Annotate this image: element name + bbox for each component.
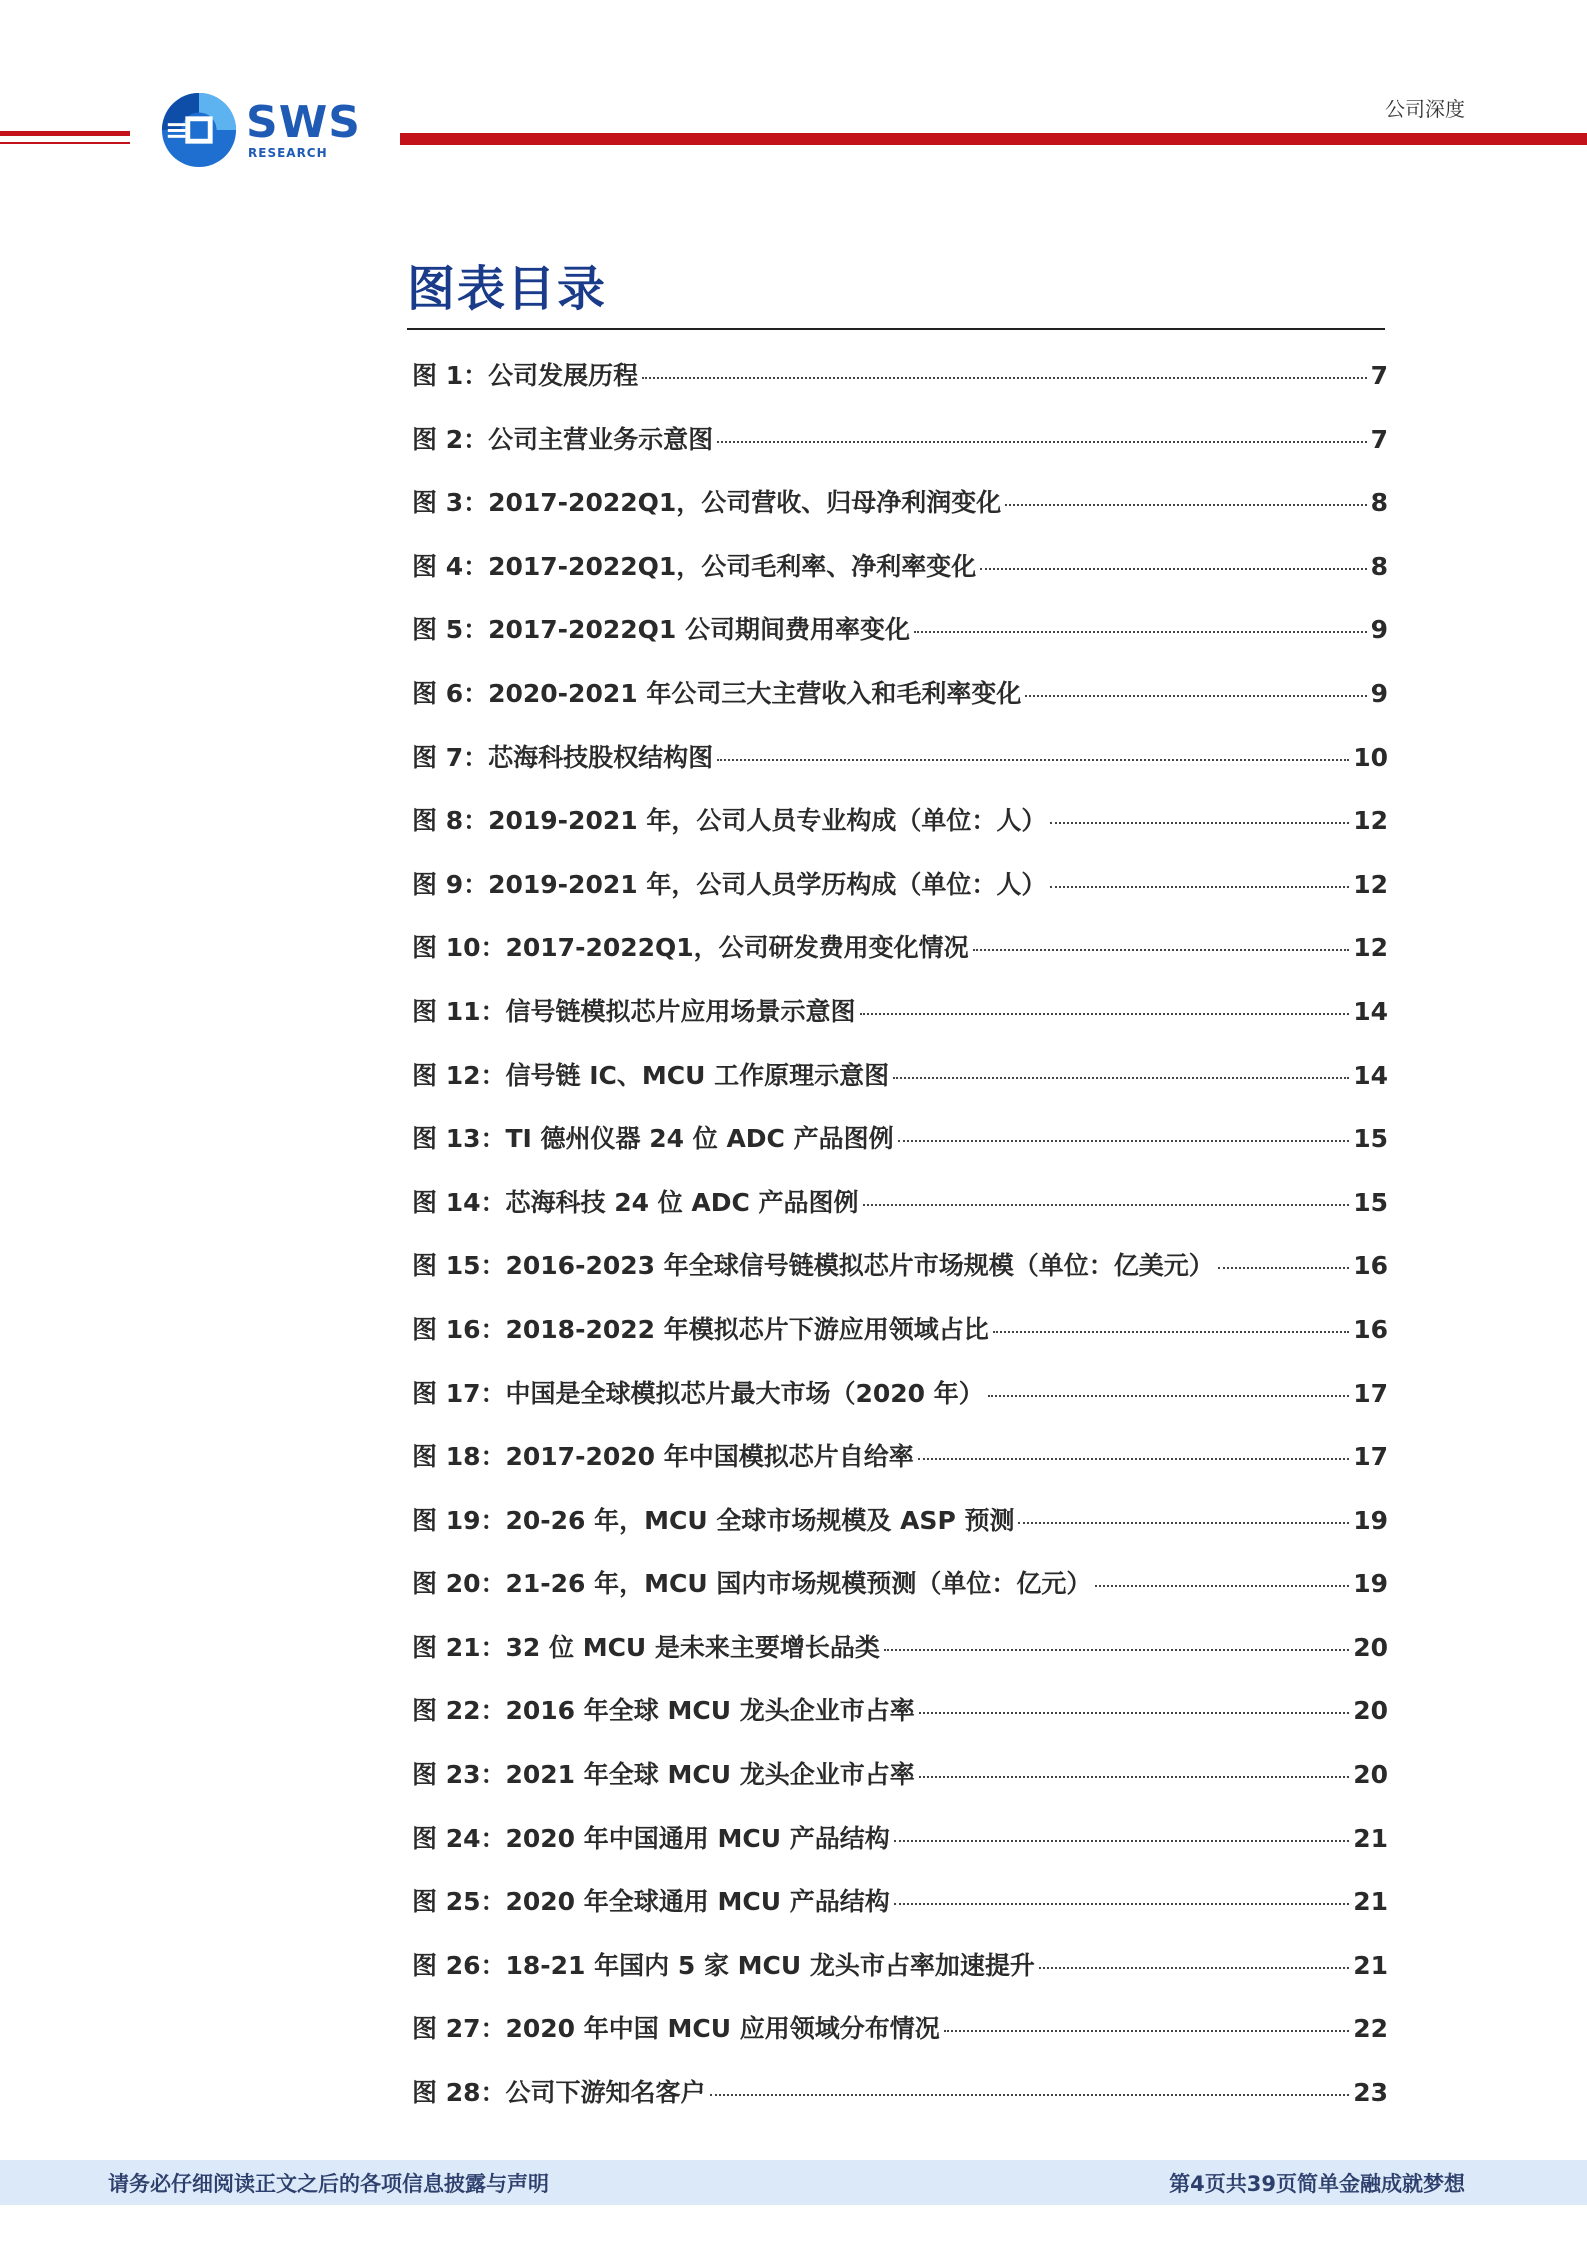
- toc-dot-leader: [642, 377, 1366, 379]
- toc-entry-label: 图 7：芯海科技股权结构图: [412, 742, 714, 772]
- toc-entry[interactable]: [412, 547, 1388, 611]
- title-underline: [407, 328, 1385, 330]
- toc-entry-page-number: 12: [1353, 806, 1388, 836]
- toc-entry-label: 图 8：2019-2021 年，公司人员专业构成（单位：人）: [412, 806, 1047, 836]
- sws-logo: [160, 85, 400, 175]
- toc-entry[interactable]: [412, 1119, 1388, 1183]
- toc-dot-leader: [973, 949, 1350, 951]
- toc-dot-leader: [884, 1649, 1349, 1651]
- toc-entry-page-number: 9: [1370, 615, 1388, 645]
- toc-entry-label: 图 21：32 位 MCU 是未来主要增长品类: [412, 1632, 880, 1662]
- toc-entry-page-number: 12: [1353, 933, 1388, 963]
- toc-entry-page-number: 8: [1370, 488, 1388, 518]
- toc-entry-page-number: 19: [1353, 1569, 1388, 1599]
- toc-dot-leader: [717, 759, 1349, 761]
- toc-entry[interactable]: [412, 674, 1388, 738]
- toc-dot-leader: [1039, 1967, 1349, 1969]
- toc-dot-leader: [898, 1140, 1350, 1142]
- toc-entry-label: 图 2：公司主营业务示意图: [412, 424, 714, 454]
- toc-dot-leader: [1050, 886, 1349, 888]
- toc-entry[interactable]: [412, 1882, 1388, 1946]
- toc-dot-leader: [717, 441, 1366, 443]
- toc-entry-label: 图 28：公司下游知名客户: [412, 2078, 706, 2108]
- toc-dot-leader: [1050, 822, 1349, 824]
- toc-entry-page-number: 15: [1353, 1187, 1388, 1217]
- toc-entry-page-number: 20: [1353, 1760, 1388, 1790]
- toc-entry[interactable]: [412, 738, 1388, 802]
- toc-entry[interactable]: [412, 2073, 1388, 2137]
- logo-subtext: RESEARCH: [248, 146, 328, 160]
- toc-dot-leader: [860, 1013, 1350, 1015]
- toc-entry-label: 图 25：2020 年全球通用 MCU 产品结构: [412, 1887, 890, 1917]
- footer-disclaimer: 请务必仔细阅读正文之后的各项信息披露与声明: [108, 2172, 549, 2196]
- toc-entry[interactable]: [412, 1374, 1388, 1438]
- toc-entry-page-number: 21: [1353, 1823, 1388, 1853]
- toc-entry-label: 图 15：2016-2023 年全球信号链模拟芯片市场规模（单位：亿美元）: [412, 1251, 1214, 1281]
- toc-entry-page-number: 21: [1353, 1887, 1388, 1917]
- toc-entry-page-number: 7: [1370, 361, 1388, 390]
- toc-dot-leader: [914, 631, 1367, 633]
- toc-entry-label: 图 24：2020 年中国通用 MCU 产品结构: [412, 1823, 890, 1853]
- toc-dot-leader: [918, 1458, 1349, 1460]
- footer-page-info: 第4页共39页简单金融成就梦想: [1169, 2172, 1465, 2196]
- toc-entry-label: 图 12：信号链 IC、MCU 工作原理示意图: [412, 1060, 890, 1090]
- toc-entry-label: 图 3：2017-2022Q1，公司营收、归母净利润变化: [412, 488, 1002, 518]
- toc-entry[interactable]: [412, 1819, 1388, 1883]
- toc-entry[interactable]: [412, 1628, 1388, 1692]
- toc-entry[interactable]: [412, 483, 1388, 547]
- toc-entry-label: 图 10：2017-2022Q1，公司研发费用变化情况: [412, 933, 969, 963]
- sws-logo-icon: [160, 91, 238, 169]
- toc-entry-label: 图 19：20-26 年，MCU 全球市场规模及 ASP 预测: [412, 1505, 1015, 1535]
- toc-entry-label: 图 27：2020 年中国 MCU 应用领域分布情况: [412, 2014, 940, 2044]
- toc-dot-leader: [710, 2094, 1350, 2096]
- toc-entry-label: 图 18：2017-2020 年中国模拟芯片自给率: [412, 1442, 914, 1472]
- toc-dot-leader: [988, 1395, 1349, 1397]
- toc-entry[interactable]: [412, 1564, 1388, 1628]
- toc-entry[interactable]: [412, 356, 1388, 420]
- toc-dot-leader: [1005, 504, 1366, 506]
- toc-entry-page-number: 14: [1353, 996, 1388, 1026]
- toc-dot-leader: [993, 1331, 1349, 1333]
- toc-dot-leader: [919, 1712, 1349, 1714]
- toc-entry-label: 图 9：2019-2021 年，公司人员学历构成（单位：人）: [412, 869, 1047, 899]
- toc-entry-label: 图 17：中国是全球模拟芯片最大市场（2020 年）: [412, 1378, 984, 1408]
- toc-entry[interactable]: [412, 610, 1388, 674]
- figure-table-of-contents: [412, 356, 1388, 2137]
- logo-wordmark: SWS: [246, 97, 361, 148]
- toc-entry[interactable]: [412, 1755, 1388, 1819]
- toc-entry-page-number: 20: [1353, 1696, 1388, 1726]
- toc-entry[interactable]: [412, 1946, 1388, 2010]
- toc-title: 图表目录: [407, 261, 608, 317]
- toc-dot-leader: [1025, 695, 1366, 697]
- toc-entry[interactable]: [412, 1691, 1388, 1755]
- toc-dot-leader: [980, 568, 1366, 570]
- toc-entry-page-number: 19: [1353, 1505, 1388, 1535]
- toc-entry-label: 图 5：2017-2022Q1 公司期间费用率变化: [412, 615, 910, 645]
- toc-entry-label: 图 14：芯海科技 24 位 ADC 产品图例: [412, 1187, 859, 1217]
- toc-entry-page-number: 8: [1370, 551, 1388, 581]
- toc-entry-page-number: 21: [1353, 1950, 1388, 1980]
- toc-dot-leader: [919, 1776, 1349, 1778]
- toc-entry-label: 图 20：21-26 年，MCU 国内市场规模预测（单位：亿元）: [412, 1569, 1092, 1599]
- toc-entry-label: 图 11：信号链模拟芯片应用场景示意图: [412, 996, 856, 1026]
- toc-entry-label: 图 4：2017-2022Q1，公司毛利率、净利率变化: [412, 551, 977, 581]
- toc-entry-page-number: 12: [1353, 869, 1388, 899]
- toc-entry[interactable]: [412, 928, 1388, 992]
- toc-entry-page-number: 16: [1353, 1314, 1388, 1344]
- toc-entry-page-number: 16: [1353, 1251, 1388, 1281]
- toc-entry-page-number: 15: [1353, 1124, 1388, 1154]
- toc-dot-leader: [944, 2030, 1349, 2032]
- toc-entry-page-number: 17: [1353, 1442, 1388, 1472]
- toc-entry[interactable]: [412, 420, 1388, 484]
- logo-text-group: [246, 97, 361, 160]
- toc-entry[interactable]: [412, 865, 1388, 929]
- toc-dot-leader: [863, 1204, 1350, 1206]
- toc-entry-label: 图 16：2018-2022 年模拟芯片下游应用领域占比: [412, 1314, 989, 1344]
- header-rule-left: [0, 131, 130, 136]
- toc-entry-label: 图 13：TI 德州仪器 24 位 ADC 产品图例: [412, 1124, 894, 1154]
- toc-entry[interactable]: [412, 1437, 1388, 1501]
- toc-entry[interactable]: [412, 992, 1388, 1056]
- toc-entry-label: 图 1：公司发展历程: [412, 361, 639, 390]
- toc-entry[interactable]: [412, 801, 1388, 865]
- toc-entry[interactable]: [412, 1501, 1388, 1565]
- toc-entry-page-number: 9: [1370, 678, 1388, 708]
- toc-dot-leader: [1018, 1522, 1349, 1524]
- toc-entry[interactable]: [412, 2009, 1388, 2073]
- toc-entry-page-number: 22: [1353, 2014, 1388, 2044]
- toc-dot-leader: [893, 1077, 1349, 1079]
- toc-dot-leader: [894, 1903, 1349, 1905]
- toc-entry-page-number: 7: [1370, 424, 1388, 454]
- toc-entry-label: 图 6：2020-2021 年公司三大主营收入和毛利率变化: [412, 678, 1022, 708]
- toc-entry[interactable]: [412, 1310, 1388, 1374]
- document-type-label: 公司深度: [1385, 97, 1465, 121]
- toc-dot-leader: [894, 1840, 1349, 1842]
- toc-entry-label: 图 23：2021 年全球 MCU 龙头企业市占率: [412, 1760, 915, 1790]
- toc-entry[interactable]: [412, 1056, 1388, 1120]
- toc-entry[interactable]: [412, 1246, 1388, 1310]
- toc-entry-page-number: 20: [1353, 1632, 1388, 1662]
- toc-entry-page-number: 14: [1353, 1060, 1388, 1090]
- toc-entry-page-number: 23: [1353, 2078, 1388, 2108]
- toc-entry-page-number: 17: [1353, 1378, 1388, 1408]
- toc-entry-page-number: 10: [1353, 742, 1388, 772]
- toc-entry[interactable]: [412, 1183, 1388, 1247]
- header-rule-right: [400, 133, 1587, 145]
- toc-dot-leader: [1095, 1585, 1349, 1587]
- toc-entry-label: 图 26：18-21 年国内 5 家 MCU 龙头市占率加速提升: [412, 1950, 1035, 1980]
- toc-entry-label: 图 22：2016 年全球 MCU 龙头企业市占率: [412, 1696, 915, 1726]
- toc-dot-leader: [1218, 1267, 1349, 1269]
- header-rule-left-thin: [0, 142, 130, 144]
